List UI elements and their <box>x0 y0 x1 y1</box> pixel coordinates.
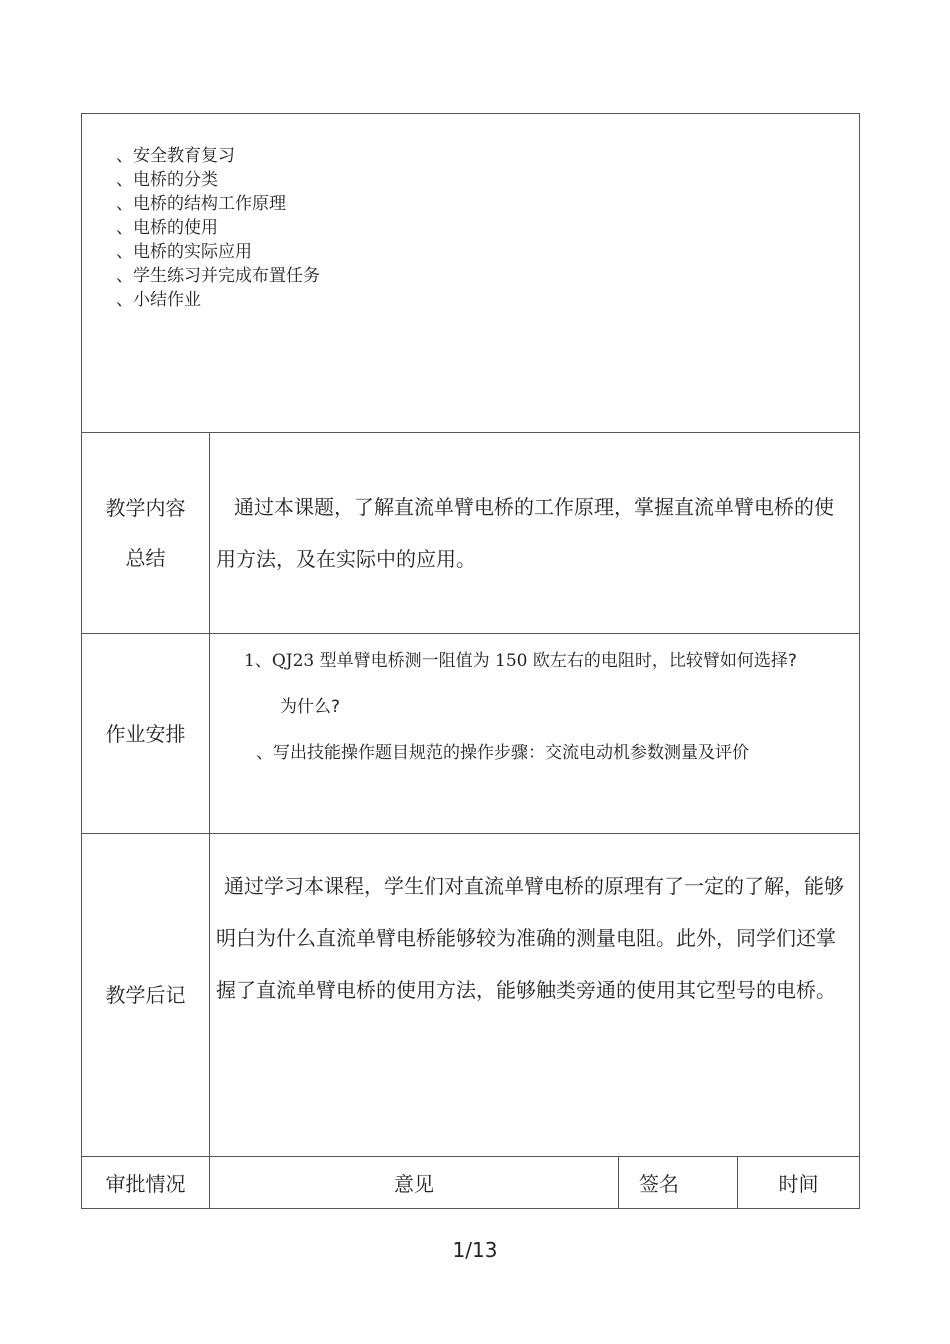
summary-row <box>82 433 860 634</box>
approval-opinion: 意见 <box>210 1157 619 1209</box>
lesson-plan-table <box>81 113 860 1209</box>
summary-text: 通过本课题，了解直流单臂电桥的工作原理，掌握直流单臂电桥的使用方法，及在实际中的应用。 <box>216 495 834 571</box>
outline-list <box>82 114 859 312</box>
outline-row <box>82 114 860 433</box>
reflection-label: 教学后记 <box>82 834 210 1157</box>
outline-item: 、安全教育复习 <box>116 146 235 166</box>
homework-label: 作业安排 <box>82 634 210 834</box>
outline-item: 、电桥的结构工作原理 <box>116 194 286 214</box>
summary-content <box>210 433 860 634</box>
homework-row <box>82 634 860 834</box>
summary-label <box>82 433 210 634</box>
outline-item: 、小结作业 <box>116 290 201 310</box>
summary-label-line1: 教学内容 <box>105 496 186 520</box>
approval-signature: 签名 <box>619 1157 738 1209</box>
homework-q1-number: 150 <box>495 651 528 671</box>
outline-item: 、电桥的使用 <box>116 218 218 238</box>
outline-item: 、电桥的分类 <box>116 170 218 190</box>
homework-q1-prefix: 1、QJ23 <box>244 651 315 671</box>
outline-item: 、学生练习并完成布置任务 <box>116 266 320 286</box>
approval-row <box>82 1157 860 1209</box>
page-number: 1/13 <box>452 1238 498 1262</box>
homework-q1-text: 型单臂电桥测一阻值为 <box>319 651 490 671</box>
approval-time: 时间 <box>738 1157 860 1209</box>
reflection-content <box>210 834 860 1157</box>
outline-cell <box>82 114 860 433</box>
homework-question-1 <box>210 638 859 684</box>
homework-content <box>210 634 860 834</box>
outline-item: 、电桥的实际应用 <box>116 242 252 262</box>
reflection-row <box>82 834 860 1157</box>
approval-label: 审批情况 <box>82 1157 210 1209</box>
homework-question-2: 、写出技能操作题目规范的操作步骤：交流电动机参数测量及评价 <box>256 743 749 763</box>
reflection-text: 通过学习本课程，学生们对直流单臂电桥的原理有了一定的了解，能够明白为什么直流单臂电桥能够较为准确的测量电阻。此外，同学们还掌握了直流单臂电桥的使用方法，能够触类旁通的使用其它型号的电桥。 <box>216 874 844 1002</box>
summary-label-line2: 总结 <box>125 546 166 570</box>
homework-q1-text2: 欧左右的电阻时，比较臂如何选择? <box>532 651 797 671</box>
homework-question-1-line2: 为什么? <box>280 697 341 717</box>
